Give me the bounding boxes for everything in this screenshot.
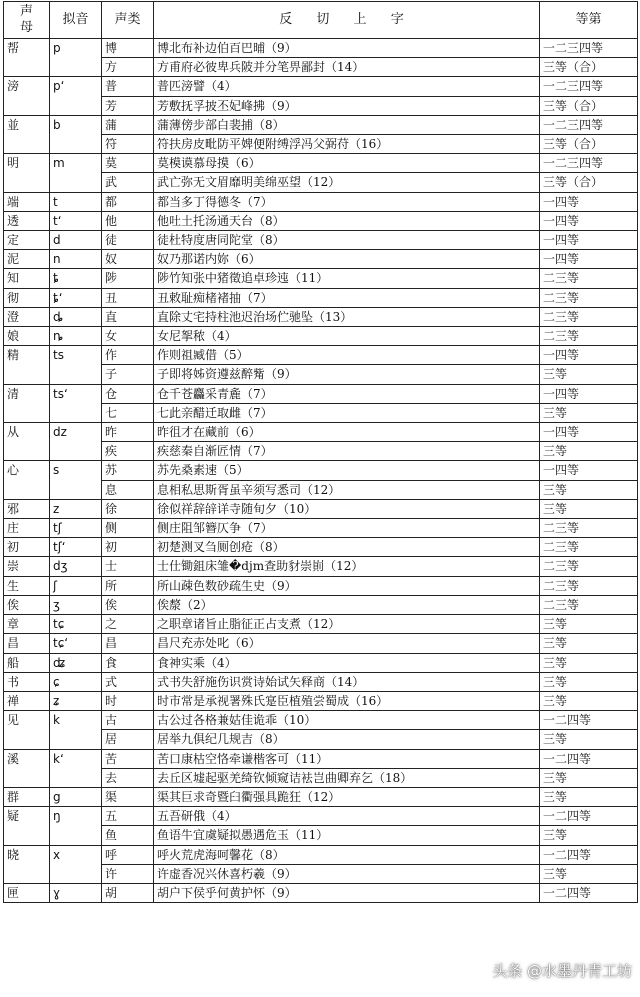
fanqie-cell: 方甫府必彼卑兵陂并分笔畀鄙封（14） bbox=[154, 58, 540, 77]
fanqie-cell: 女尼挐秾（4） bbox=[154, 327, 540, 346]
table-row bbox=[4, 499, 638, 518]
shengmu-cell: 庄 bbox=[4, 519, 50, 538]
fanqie-cell: 时市常是承视署殊氏寔臣植殖尝蜀成（16） bbox=[154, 691, 540, 710]
fanqie-cell: 鱼语牛宜虞疑拟愚遇危玉（11） bbox=[154, 826, 540, 845]
niyin-cell: dz bbox=[50, 423, 102, 461]
fanqie-cell: 初楚测叉刍厕创疮（8） bbox=[154, 538, 540, 557]
table-row bbox=[4, 211, 638, 230]
table-row bbox=[4, 883, 638, 902]
niyin-cell: g bbox=[50, 787, 102, 806]
niyin-cell: ʑ bbox=[50, 691, 102, 710]
shenglei-cell: 丑 bbox=[102, 288, 154, 307]
fanqie-cell: 仓千苍麤采青麁（7） bbox=[154, 384, 540, 403]
shengmu-cell: 溪 bbox=[4, 749, 50, 787]
niyin-cell: n bbox=[50, 250, 102, 269]
shengmu-cell: 昌 bbox=[4, 634, 50, 653]
shenglei-cell: 作 bbox=[102, 346, 154, 365]
dengdi-cell: 三等 bbox=[540, 730, 638, 749]
table-row bbox=[4, 538, 638, 557]
shenglei-cell: 昌 bbox=[102, 634, 154, 653]
niyin-cell: dʒ bbox=[50, 557, 102, 576]
fanqie-cell: 去丘区墟起驱羌绮钦倾窥诘袪岂曲卿弃乞（18） bbox=[154, 768, 540, 787]
shenglei-cell: 侧 bbox=[102, 519, 154, 538]
niyin-cell: pʻ bbox=[50, 77, 102, 115]
shenglei-cell: 徒 bbox=[102, 231, 154, 250]
table-row bbox=[4, 519, 638, 538]
niyin-cell: m bbox=[50, 154, 102, 192]
header-fanqie: 反 切 上 字 bbox=[154, 2, 540, 39]
shengmu-cell: 书 bbox=[4, 672, 50, 691]
shenglei-cell: 居 bbox=[102, 730, 154, 749]
fanqie-cell: 七此亲醋迁取雌（7） bbox=[154, 403, 540, 422]
dengdi-cell: 三等 bbox=[540, 672, 638, 691]
shengmu-cell: 娘 bbox=[4, 327, 50, 346]
shenglei-cell: 食 bbox=[102, 653, 154, 672]
header-dengdi: 等第 bbox=[540, 2, 638, 39]
shenglei-cell: 呼 bbox=[102, 845, 154, 864]
table-row bbox=[4, 77, 638, 96]
dengdi-cell: 一二四等 bbox=[540, 845, 638, 864]
dengdi-cell: 二三等 bbox=[540, 576, 638, 595]
shenglei-cell: 俟 bbox=[102, 595, 154, 614]
shengmu-cell: 泥 bbox=[4, 250, 50, 269]
niyin-cell: p bbox=[50, 39, 102, 77]
shengmu-cell: 见 bbox=[4, 711, 50, 749]
dengdi-cell: 二三等 bbox=[540, 269, 638, 288]
shenglei-cell: 都 bbox=[102, 192, 154, 211]
shengmu-cell: 知 bbox=[4, 269, 50, 288]
dengdi-cell: 三等 bbox=[540, 480, 638, 499]
niyin-cell: ȶʻ bbox=[50, 288, 102, 307]
dengdi-cell: 三等 bbox=[540, 691, 638, 710]
fanqie-cell: 胡户下侯乎何黄护怀（9） bbox=[154, 883, 540, 902]
shengmu-cell: 透 bbox=[4, 211, 50, 230]
fanqie-cell: 他吐土托汤通天台（8） bbox=[154, 211, 540, 230]
dengdi-cell: 三等 bbox=[540, 615, 638, 634]
dengdi-cell: 三等 bbox=[540, 365, 638, 384]
shengmu-cell: 章 bbox=[4, 615, 50, 634]
niyin-cell: tʃʻ bbox=[50, 538, 102, 557]
table-row bbox=[4, 653, 638, 672]
dengdi-cell: 一二四等 bbox=[540, 749, 638, 768]
table-row bbox=[4, 845, 638, 864]
watermark: 头条 @水墨丹青工坊 bbox=[492, 962, 632, 980]
header-shengmu bbox=[4, 2, 50, 39]
dengdi-cell: 三等 bbox=[540, 864, 638, 883]
fanqie-cell: 符扶房皮毗防平婢便附缚浮冯父弼苻（16） bbox=[154, 135, 540, 154]
fanqie-cell: 陟竹知张中猪徵追卓珍迍（11） bbox=[154, 269, 540, 288]
dengdi-cell: 一二四等 bbox=[540, 883, 638, 902]
fanqie-cell: 蒲薄傍步部白裴捕（8） bbox=[154, 115, 540, 134]
dengdi-cell: 三等 bbox=[540, 634, 638, 653]
shenglei-cell: 昨 bbox=[102, 423, 154, 442]
table-row bbox=[4, 250, 638, 269]
header-niyin: 拟音 bbox=[50, 2, 102, 39]
niyin-cell: k bbox=[50, 711, 102, 749]
table-row bbox=[4, 231, 638, 250]
shenglei-cell: 之 bbox=[102, 615, 154, 634]
shenglei-cell: 士 bbox=[102, 557, 154, 576]
shenglei-cell: 息 bbox=[102, 480, 154, 499]
shenglei-cell: 仓 bbox=[102, 384, 154, 403]
niyin-cell: tɕ bbox=[50, 615, 102, 634]
niyin-cell: kʻ bbox=[50, 749, 102, 787]
shenglei-cell: 式 bbox=[102, 672, 154, 691]
fanqie-table bbox=[3, 1, 638, 903]
shengmu-cell: 初 bbox=[4, 538, 50, 557]
table-row bbox=[4, 384, 638, 403]
header-shenglei: 声类 bbox=[102, 2, 154, 39]
table-row bbox=[4, 557, 638, 576]
fanqie-cell: 奴乃那诺内妳（6） bbox=[154, 250, 540, 269]
shengmu-cell: 澄 bbox=[4, 307, 50, 326]
shenglei-cell: 子 bbox=[102, 365, 154, 384]
shengmu-cell: 生 bbox=[4, 576, 50, 595]
fanqie-cell: 博北布补边伯百巴晡（9） bbox=[154, 39, 540, 58]
niyin-cell: ts bbox=[50, 346, 102, 384]
table-row bbox=[4, 154, 638, 173]
shenglei-cell: 符 bbox=[102, 135, 154, 154]
fanqie-cell: 丑敕耻痴楮褚抽（7） bbox=[154, 288, 540, 307]
fanqie-cell: 俟漦（2） bbox=[154, 595, 540, 614]
shengmu-cell: 清 bbox=[4, 384, 50, 422]
niyin-cell: ʥ bbox=[50, 653, 102, 672]
niyin-cell: ȶ bbox=[50, 269, 102, 288]
dengdi-cell: 一四等 bbox=[540, 250, 638, 269]
table-row bbox=[4, 423, 638, 442]
table-row bbox=[4, 576, 638, 595]
shenglei-cell: 方 bbox=[102, 58, 154, 77]
shengmu-cell: 疑 bbox=[4, 807, 50, 845]
fanqie-cell: 疾慈秦自渐匠情（7） bbox=[154, 442, 540, 461]
table-row bbox=[4, 807, 638, 826]
fanqie-cell: 式书失舒施伤识赏诗始试矢释商（14） bbox=[154, 672, 540, 691]
shenglei-cell: 博 bbox=[102, 39, 154, 58]
table-row bbox=[4, 327, 638, 346]
shenglei-cell: 渠 bbox=[102, 787, 154, 806]
niyin-cell: ʃ bbox=[50, 576, 102, 595]
dengdi-cell: 二三等 bbox=[540, 538, 638, 557]
table-body bbox=[4, 39, 638, 903]
fanqie-cell: 昨徂才在藏前（6） bbox=[154, 423, 540, 442]
dengdi-cell: 二三等 bbox=[540, 307, 638, 326]
shenglei-cell: 鱼 bbox=[102, 826, 154, 845]
niyin-cell: ʒ bbox=[50, 595, 102, 614]
fanqie-cell: 士仕锄鉏床雏�djm查助豺崇崱（12） bbox=[154, 557, 540, 576]
dengdi-cell: 一二三四等 bbox=[540, 77, 638, 96]
niyin-cell: s bbox=[50, 461, 102, 499]
fanqie-cell: 呼火荒虎海呵馨花（8） bbox=[154, 845, 540, 864]
table-row bbox=[4, 615, 638, 634]
shenglei-cell: 胡 bbox=[102, 883, 154, 902]
shenglei-cell: 五 bbox=[102, 807, 154, 826]
shenglei-cell: 蒲 bbox=[102, 115, 154, 134]
fanqie-cell: 息相私思斯胥虽辛须写悉司（12） bbox=[154, 480, 540, 499]
shengmu-cell: 船 bbox=[4, 653, 50, 672]
shenglei-cell: 奴 bbox=[102, 250, 154, 269]
fanqie-cell: 所山疎色数砂疏生史（9） bbox=[154, 576, 540, 595]
niyin-cell: d bbox=[50, 231, 102, 250]
dengdi-cell: 二三等 bbox=[540, 327, 638, 346]
table-row bbox=[4, 787, 638, 806]
shengmu-cell: 並 bbox=[4, 115, 50, 153]
shenglei-cell: 直 bbox=[102, 307, 154, 326]
shengmu-cell: 晓 bbox=[4, 845, 50, 883]
dengdi-cell: 二三等 bbox=[540, 557, 638, 576]
dengdi-cell: 三等（合） bbox=[540, 135, 638, 154]
fanqie-cell: 徒杜特度唐同陀堂（8） bbox=[154, 231, 540, 250]
fanqie-cell: 之职章诸旨止脂征正占支煮（12） bbox=[154, 615, 540, 634]
dengdi-cell: 三等 bbox=[540, 787, 638, 806]
fanqie-cell: 古公过各格兼姑佳诡乖（10） bbox=[154, 711, 540, 730]
dengdi-cell: 三等 bbox=[540, 403, 638, 422]
fanqie-cell: 直除丈宅持柱池迟治场伫驰坠（13） bbox=[154, 307, 540, 326]
table-row bbox=[4, 307, 638, 326]
niyin-cell: tsʻ bbox=[50, 384, 102, 422]
niyin-cell: ɕ bbox=[50, 672, 102, 691]
shenglei-cell: 徐 bbox=[102, 499, 154, 518]
shenglei-cell: 苏 bbox=[102, 461, 154, 480]
dengdi-cell: 一四等 bbox=[540, 231, 638, 250]
shenglei-cell: 古 bbox=[102, 711, 154, 730]
shenglei-cell: 武 bbox=[102, 173, 154, 192]
dengdi-cell: 一二三四等 bbox=[540, 39, 638, 58]
dengdi-cell: 三等 bbox=[540, 768, 638, 787]
niyin-cell: tʻ bbox=[50, 211, 102, 230]
shengmu-cell: 群 bbox=[4, 787, 50, 806]
shengmu-cell: 心 bbox=[4, 461, 50, 499]
header-shengmu-line1: 声 bbox=[19, 4, 33, 19]
shengmu-cell: 定 bbox=[4, 231, 50, 250]
fanqie-cell: 食神实乘（4） bbox=[154, 653, 540, 672]
fanqie-cell: 许虚香况兴休喜朽羲（9） bbox=[154, 864, 540, 883]
fanqie-cell: 居举九俱纪几规吉（8） bbox=[154, 730, 540, 749]
shenglei-cell: 去 bbox=[102, 768, 154, 787]
table-row bbox=[4, 711, 638, 730]
table-row bbox=[4, 115, 638, 134]
shengmu-cell: 帮 bbox=[4, 39, 50, 77]
shenglei-cell: 芳 bbox=[102, 96, 154, 115]
shenglei-cell: 苦 bbox=[102, 749, 154, 768]
dengdi-cell: 一四等 bbox=[540, 346, 638, 365]
niyin-cell: tɕʻ bbox=[50, 634, 102, 653]
table-row bbox=[4, 461, 638, 480]
table-row bbox=[4, 269, 638, 288]
table-row bbox=[4, 749, 638, 768]
dengdi-cell: 一四等 bbox=[540, 192, 638, 211]
fanqie-cell: 苏先桑素速（5） bbox=[154, 461, 540, 480]
table-row bbox=[4, 192, 638, 211]
table-row bbox=[4, 39, 638, 58]
fanqie-cell: 五吾研俄（4） bbox=[154, 807, 540, 826]
dengdi-cell: 三等（合） bbox=[540, 58, 638, 77]
dengdi-cell: 一四等 bbox=[540, 211, 638, 230]
dengdi-cell: 一二四等 bbox=[540, 807, 638, 826]
dengdi-cell: 三等（合） bbox=[540, 96, 638, 115]
fanqie-cell: 普匹滂譬（4） bbox=[154, 77, 540, 96]
fanqie-cell: 武亡弥无文眉靡明美绵巫望（12） bbox=[154, 173, 540, 192]
fanqie-cell: 徐似祥辞辝详寺随旬夕（10） bbox=[154, 499, 540, 518]
shenglei-cell: 疾 bbox=[102, 442, 154, 461]
dengdi-cell: 一四等 bbox=[540, 461, 638, 480]
fanqie-cell: 侧庄阻邹簪仄争（7） bbox=[154, 519, 540, 538]
dengdi-cell: 二三等 bbox=[540, 288, 638, 307]
shenglei-cell: 许 bbox=[102, 864, 154, 883]
shenglei-cell: 普 bbox=[102, 77, 154, 96]
fanqie-cell: 莫模谟慕母摸（6） bbox=[154, 154, 540, 173]
shengmu-cell: 匣 bbox=[4, 883, 50, 902]
niyin-cell: tʃ bbox=[50, 519, 102, 538]
fanqie-cell: 都当多丁得德冬（7） bbox=[154, 192, 540, 211]
shengmu-cell: 禅 bbox=[4, 691, 50, 710]
shengmu-cell: 俟 bbox=[4, 595, 50, 614]
header-shengmu-line2: 母 bbox=[19, 20, 33, 35]
shengmu-cell: 精 bbox=[4, 346, 50, 384]
table-row bbox=[4, 346, 638, 365]
niyin-cell: b bbox=[50, 115, 102, 153]
shenglei-cell: 陟 bbox=[102, 269, 154, 288]
dengdi-cell: 三等 bbox=[540, 442, 638, 461]
shengmu-cell: 明 bbox=[4, 154, 50, 192]
fanqie-cell: 作则祖臧借（5） bbox=[154, 346, 540, 365]
shenglei-cell: 莫 bbox=[102, 154, 154, 173]
niyin-cell: z bbox=[50, 499, 102, 518]
dengdi-cell: 三等 bbox=[540, 653, 638, 672]
dengdi-cell: 二三等 bbox=[540, 519, 638, 538]
fanqie-cell: 渠其巨求奇暨臼衢强具跪狂（12） bbox=[154, 787, 540, 806]
shengmu-cell: 彻 bbox=[4, 288, 50, 307]
shengmu-cell: 崇 bbox=[4, 557, 50, 576]
fanqie-cell: 芳敷抚孚披丕妃峰拂（9） bbox=[154, 96, 540, 115]
table-row bbox=[4, 691, 638, 710]
dengdi-cell: 一二三四等 bbox=[540, 115, 638, 134]
niyin-cell: ȡ bbox=[50, 307, 102, 326]
dengdi-cell: 一四等 bbox=[540, 423, 638, 442]
dengdi-cell: 一二四等 bbox=[540, 711, 638, 730]
dengdi-cell: 一二三四等 bbox=[540, 154, 638, 173]
dengdi-cell: 一四等 bbox=[540, 384, 638, 403]
dengdi-cell: 二三等 bbox=[540, 595, 638, 614]
shenglei-cell: 所 bbox=[102, 576, 154, 595]
niyin-cell: t bbox=[50, 192, 102, 211]
table-row bbox=[4, 672, 638, 691]
fanqie-cell: 昌尺充赤处叱（6） bbox=[154, 634, 540, 653]
shengmu-cell: 邪 bbox=[4, 499, 50, 518]
shengmu-cell: 从 bbox=[4, 423, 50, 461]
niyin-cell: ŋ bbox=[50, 807, 102, 845]
niyin-cell: ɣ bbox=[50, 883, 102, 902]
shenglei-cell: 初 bbox=[102, 538, 154, 557]
header-row bbox=[4, 2, 638, 39]
shenglei-cell: 女 bbox=[102, 327, 154, 346]
shenglei-cell: 他 bbox=[102, 211, 154, 230]
shengmu-cell: 滂 bbox=[4, 77, 50, 115]
dengdi-cell: 三等 bbox=[540, 499, 638, 518]
shenglei-cell: 时 bbox=[102, 691, 154, 710]
table-row bbox=[4, 288, 638, 307]
dengdi-cell: 三等 bbox=[540, 826, 638, 845]
niyin-cell: x bbox=[50, 845, 102, 883]
dengdi-cell: 三等（合） bbox=[540, 173, 638, 192]
fanqie-cell: 苦口康枯空恪牵谦楷客可（11） bbox=[154, 749, 540, 768]
fanqie-cell: 子即将姊资遵兹醉觜（9） bbox=[154, 365, 540, 384]
table-row bbox=[4, 634, 638, 653]
table-row bbox=[4, 595, 638, 614]
niyin-cell: ȵ bbox=[50, 327, 102, 346]
shenglei-cell: 七 bbox=[102, 403, 154, 422]
shengmu-cell: 端 bbox=[4, 192, 50, 211]
